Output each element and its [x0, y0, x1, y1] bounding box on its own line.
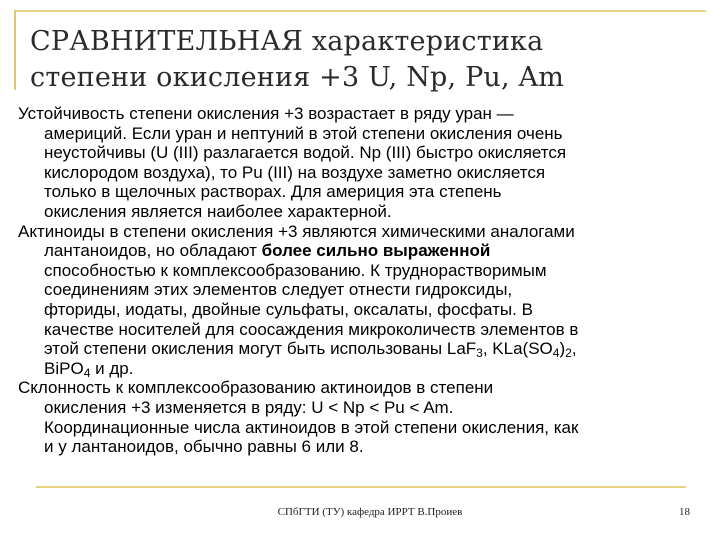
text-line: соединениям этих элементов следует отнести гидроксиды, — [44, 280, 513, 300]
formula-line — [18, 339, 708, 359]
text-line: Координационные числа актиноидов в этой степени окисления, как — [44, 417, 579, 437]
frame-line-top — [16, 10, 706, 12]
title-line-1: СРАВНИТЕЛЬНАЯ характеристика — [30, 26, 544, 57]
frame-line-left — [14, 10, 16, 90]
text-segment: BiPO — [44, 358, 84, 378]
text-segment: , — [571, 339, 577, 359]
text-line: окисления является наиболее характерной. — [44, 201, 392, 221]
text-line: и у лантаноидов, обычно равны 6 или 8. — [44, 437, 364, 457]
text-segment: и др. — [90, 358, 134, 378]
subscript: 2 — [565, 346, 572, 361]
text-line: кислородом воздуха), то Pu (III) на воздухе заметно окисляется — [44, 162, 546, 182]
page-number: 18 — [679, 506, 690, 518]
text-line: Устойчивость степени окисления +3 возрастает в ряду уран — — [18, 104, 514, 123]
footer-credit: СПбГТИ (ТУ) кафедра ИРРТ В.Проиев — [277, 506, 463, 518]
text-segment: , KLa(SO — [482, 339, 553, 359]
text-segment: лантаноидов, но обладают — [44, 241, 262, 261]
text-line: америций. Если уран и нептуний в этой степени окисления очень — [44, 123, 563, 143]
formula-line — [18, 359, 708, 379]
text-line — [18, 241, 708, 261]
text-line: Актиноиды в степени окисления +3 являются химическими аналогами — [18, 221, 575, 241]
paragraph-stability — [18, 104, 708, 222]
text-line: качестве носителей для соосаждения микроколичеств элементов в — [44, 319, 579, 339]
title-line-2: степени окисления +3 U, Np, Pu, Am — [30, 62, 565, 93]
subscript: 4 — [83, 365, 91, 380]
subscript: 3 — [476, 346, 483, 361]
text-line: Склонность к комплексообразованию актиноидов в степени — [18, 378, 494, 398]
text-line: неустойчивы (U (III) разлагается водой. Np (III) быстро окисляется — [44, 143, 567, 163]
footer-rule — [36, 486, 686, 488]
text-line: фториды, иодаты, двойные сульфаты, оксалаты, фосфаты. В — [44, 299, 533, 319]
slide-title — [30, 24, 700, 96]
bold-emphasis: более сильно выраженной — [261, 241, 491, 261]
text-line: способностью к комплексообразованию. К труднорастворимым — [44, 260, 547, 280]
paragraph-analogues — [18, 222, 708, 379]
subscript: 4 — [552, 346, 560, 361]
slide-body — [18, 104, 708, 457]
text-line: окисления +3 изменяется в ряду: U < Np < Pu < Am. — [44, 397, 454, 417]
text-line: только в щелочных растворах. Для америция эта степень — [44, 182, 502, 202]
text-segment: этой степени окисления могут быть использованы LaF — [44, 339, 477, 359]
text-segment: ) — [559, 339, 566, 359]
paragraph-complexation — [18, 378, 708, 456]
